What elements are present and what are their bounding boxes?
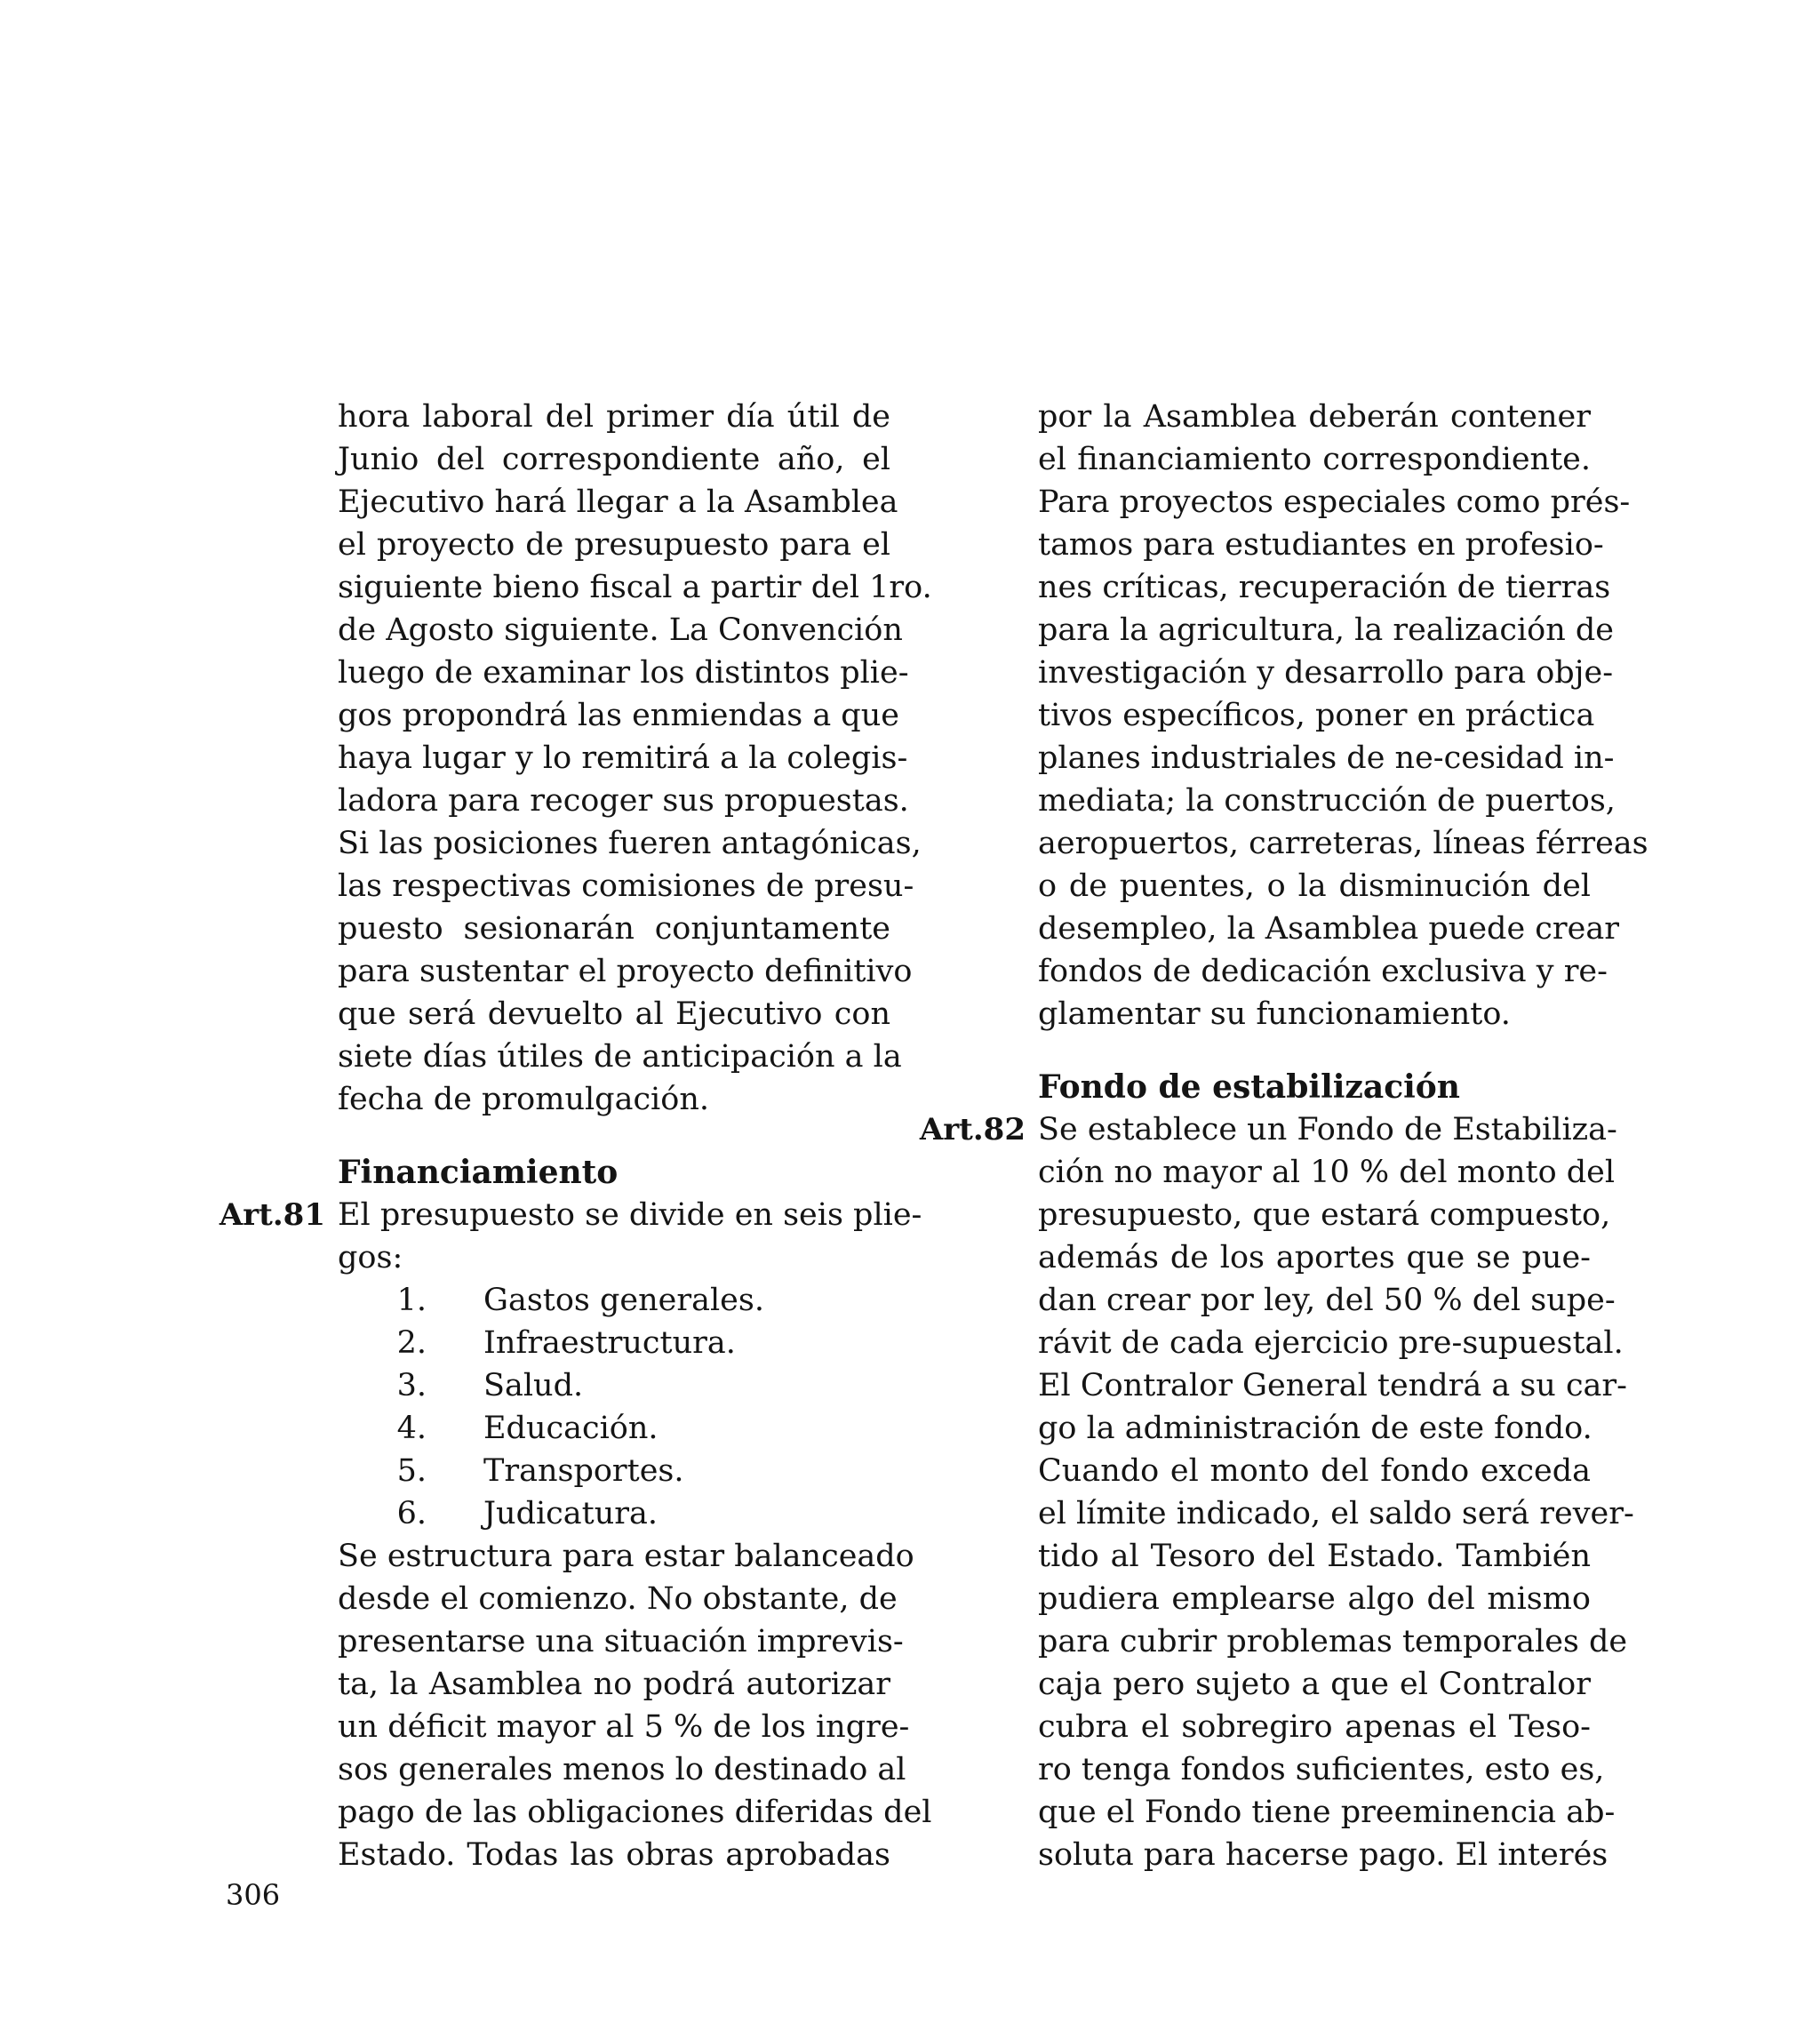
text-line: las respectivas comisiones de presu- [338, 868, 914, 904]
list-number: 6. [396, 1496, 427, 1531]
text-line: sos generales menos lo destinado al [338, 1752, 906, 1787]
list-text: Salud. [483, 1368, 584, 1403]
list-number: 5. [396, 1453, 427, 1489]
text-line: rávit de cada ejercicio pre-supuestal. [1038, 1325, 1624, 1361]
text-line: gos: [338, 1240, 403, 1275]
text-line: Si las posiciones fueren antagónicas, [338, 826, 922, 861]
section-heading-fondo-estabilizacion: Fondo de estabilización [1038, 1068, 1460, 1106]
list-text: Gastos generales. [483, 1283, 764, 1318]
text-line: tivos específicos, poner en práctica [1038, 698, 1595, 733]
list-text: Judicatura. [483, 1496, 658, 1531]
text-line: ción no mayor al 10 % del monto del [1038, 1155, 1616, 1190]
text-line: hora laboral del primer día útil de [338, 399, 890, 435]
list-number: 4. [396, 1411, 427, 1446]
text-line: nes críticas, recuperación de tierras [1038, 570, 1611, 605]
list-item [338, 1407, 890, 1450]
article-label: Art.81 [219, 1197, 325, 1233]
text-line: presentarse una situación imprevis- [338, 1624, 904, 1659]
article-81 [219, 1194, 932, 1876]
text-line: el proyecto de presupuesto para el [338, 527, 890, 563]
text-line: Junio del correspondiente año, el [338, 442, 890, 477]
right-column [919, 396, 1648, 1876]
text-line: además de los aportes que se pue- [1038, 1240, 1591, 1275]
article-label: Art.82 [919, 1112, 1026, 1147]
list-number: 2. [396, 1325, 427, 1361]
list-item [338, 1364, 890, 1407]
text-line: un déficit mayor al 5 % de los ingre- [338, 1709, 910, 1745]
list-text: Transportes. [483, 1453, 684, 1489]
text-line: planes industriales de ne-cesidad in- [1038, 740, 1615, 776]
text-line: ro tenga fondos suficientes, esto es, [1038, 1752, 1605, 1787]
page-number: 306 [226, 1878, 281, 1912]
text-line: luego de examinar los distintos plie- [338, 655, 909, 691]
text-line: gos propondrá las enmiendas a que [338, 698, 899, 733]
text-line: aeropuertos, carreteras, líneas férreas [1038, 826, 1648, 861]
list-item [338, 1322, 890, 1364]
text-line: Estado. Todas las obras aprobadas [338, 1837, 890, 1873]
list-text: Infraestructura. [483, 1325, 736, 1361]
text-line: de Agosto siguiente. La Convención [338, 612, 903, 648]
text-line: go la administración de este fondo. [1038, 1411, 1592, 1446]
budget-list [338, 1279, 890, 1535]
text-line: para la agricultura, la realización de [1038, 612, 1615, 648]
text-line: por la Asamblea deberán contener [1038, 399, 1591, 435]
text-line: o de puentes, o la disminución del [1038, 868, 1591, 904]
text-line: pudiera emplearse algo del mismo [1038, 1581, 1591, 1617]
text-line: para sustentar el proyecto definitivo [338, 954, 913, 989]
text-line: tido al Tesoro del Estado. También [1038, 1539, 1591, 1574]
text-line: Se establece un Fondo de Estabiliza- [1038, 1112, 1617, 1147]
text-line: mediata; la construcción de puertos, [1038, 783, 1616, 819]
left-column [219, 396, 932, 1876]
list-number: 1. [396, 1283, 427, 1318]
list-number: 3. [396, 1368, 427, 1403]
right-intro-paragraph [1038, 396, 1648, 1035]
text-line: tamos para estudiantes en profesio- [1038, 527, 1604, 563]
text-line: fecha de promulgación. [338, 1082, 709, 1117]
text-line: desempleo, la Asamblea puede crear [1038, 911, 1619, 947]
text-line: dan crear por ley, del 50 % del supe- [1038, 1283, 1616, 1318]
left-intro-paragraph [338, 396, 932, 1121]
text-line: para cubrir problemas temporales de [1038, 1624, 1628, 1659]
text-line: Cuando el monto del fondo exceda [1038, 1453, 1591, 1489]
text-line: haya lugar y lo remitirá a la colegis- [338, 740, 908, 776]
list-text: Educación. [483, 1411, 659, 1446]
text-line: presupuesto, que estará compuesto, [1038, 1197, 1611, 1233]
text-line: ta, la Asamblea no podrá autorizar [338, 1667, 890, 1702]
text-line: soluta para hacerse pago. El interés [1038, 1837, 1608, 1873]
text-line: glamentar su funcionamiento. [1038, 996, 1511, 1032]
text-line: fondos de dedicación exclusiva y re- [1038, 954, 1608, 989]
text-line: ladora para recoger sus propuestas. [338, 783, 909, 819]
section-heading-financiamiento: Financiamiento [338, 1154, 619, 1191]
text-line: Se estructura para estar balanceado [338, 1539, 914, 1574]
text-line: siete días útiles de anticipación a la [338, 1039, 902, 1075]
text-line: caja pero sujeto a que el Contralor [1038, 1667, 1591, 1702]
text-line: que el Fondo tiene preeminencia ab- [1038, 1795, 1616, 1830]
list-item [338, 1492, 890, 1535]
text-line: investigación y desarrollo para obje- [1038, 655, 1614, 691]
text-line: el financiamiento correspondiente. [1038, 442, 1591, 477]
text-line: pago de las obligaciones diferidas del [338, 1795, 932, 1830]
list-item [338, 1450, 890, 1492]
text-line: puesto sesionarán conjuntamente [338, 911, 890, 947]
text-line: El presupuesto se divide en seis plie- [338, 1197, 922, 1233]
text-line: que será devuelto al Ejecutivo con [338, 996, 890, 1032]
article-82 [919, 1108, 1634, 1876]
text-line: Para proyectos especiales como prés- [1038, 484, 1631, 520]
text-line: el límite indicado, el saldo será rever- [1038, 1496, 1634, 1531]
text-line: siguiente bieno fiscal a partir del 1ro. [338, 570, 932, 605]
text-line: Ejecutivo hará llegar a la Asamblea [338, 484, 898, 520]
text-line: desde el comienzo. No obstante, de [338, 1581, 898, 1617]
text-line: El Contralor General tendrá a su car- [1038, 1368, 1627, 1403]
list-item [338, 1279, 890, 1322]
text-line: cubra el sobregiro apenas el Teso- [1038, 1709, 1591, 1745]
